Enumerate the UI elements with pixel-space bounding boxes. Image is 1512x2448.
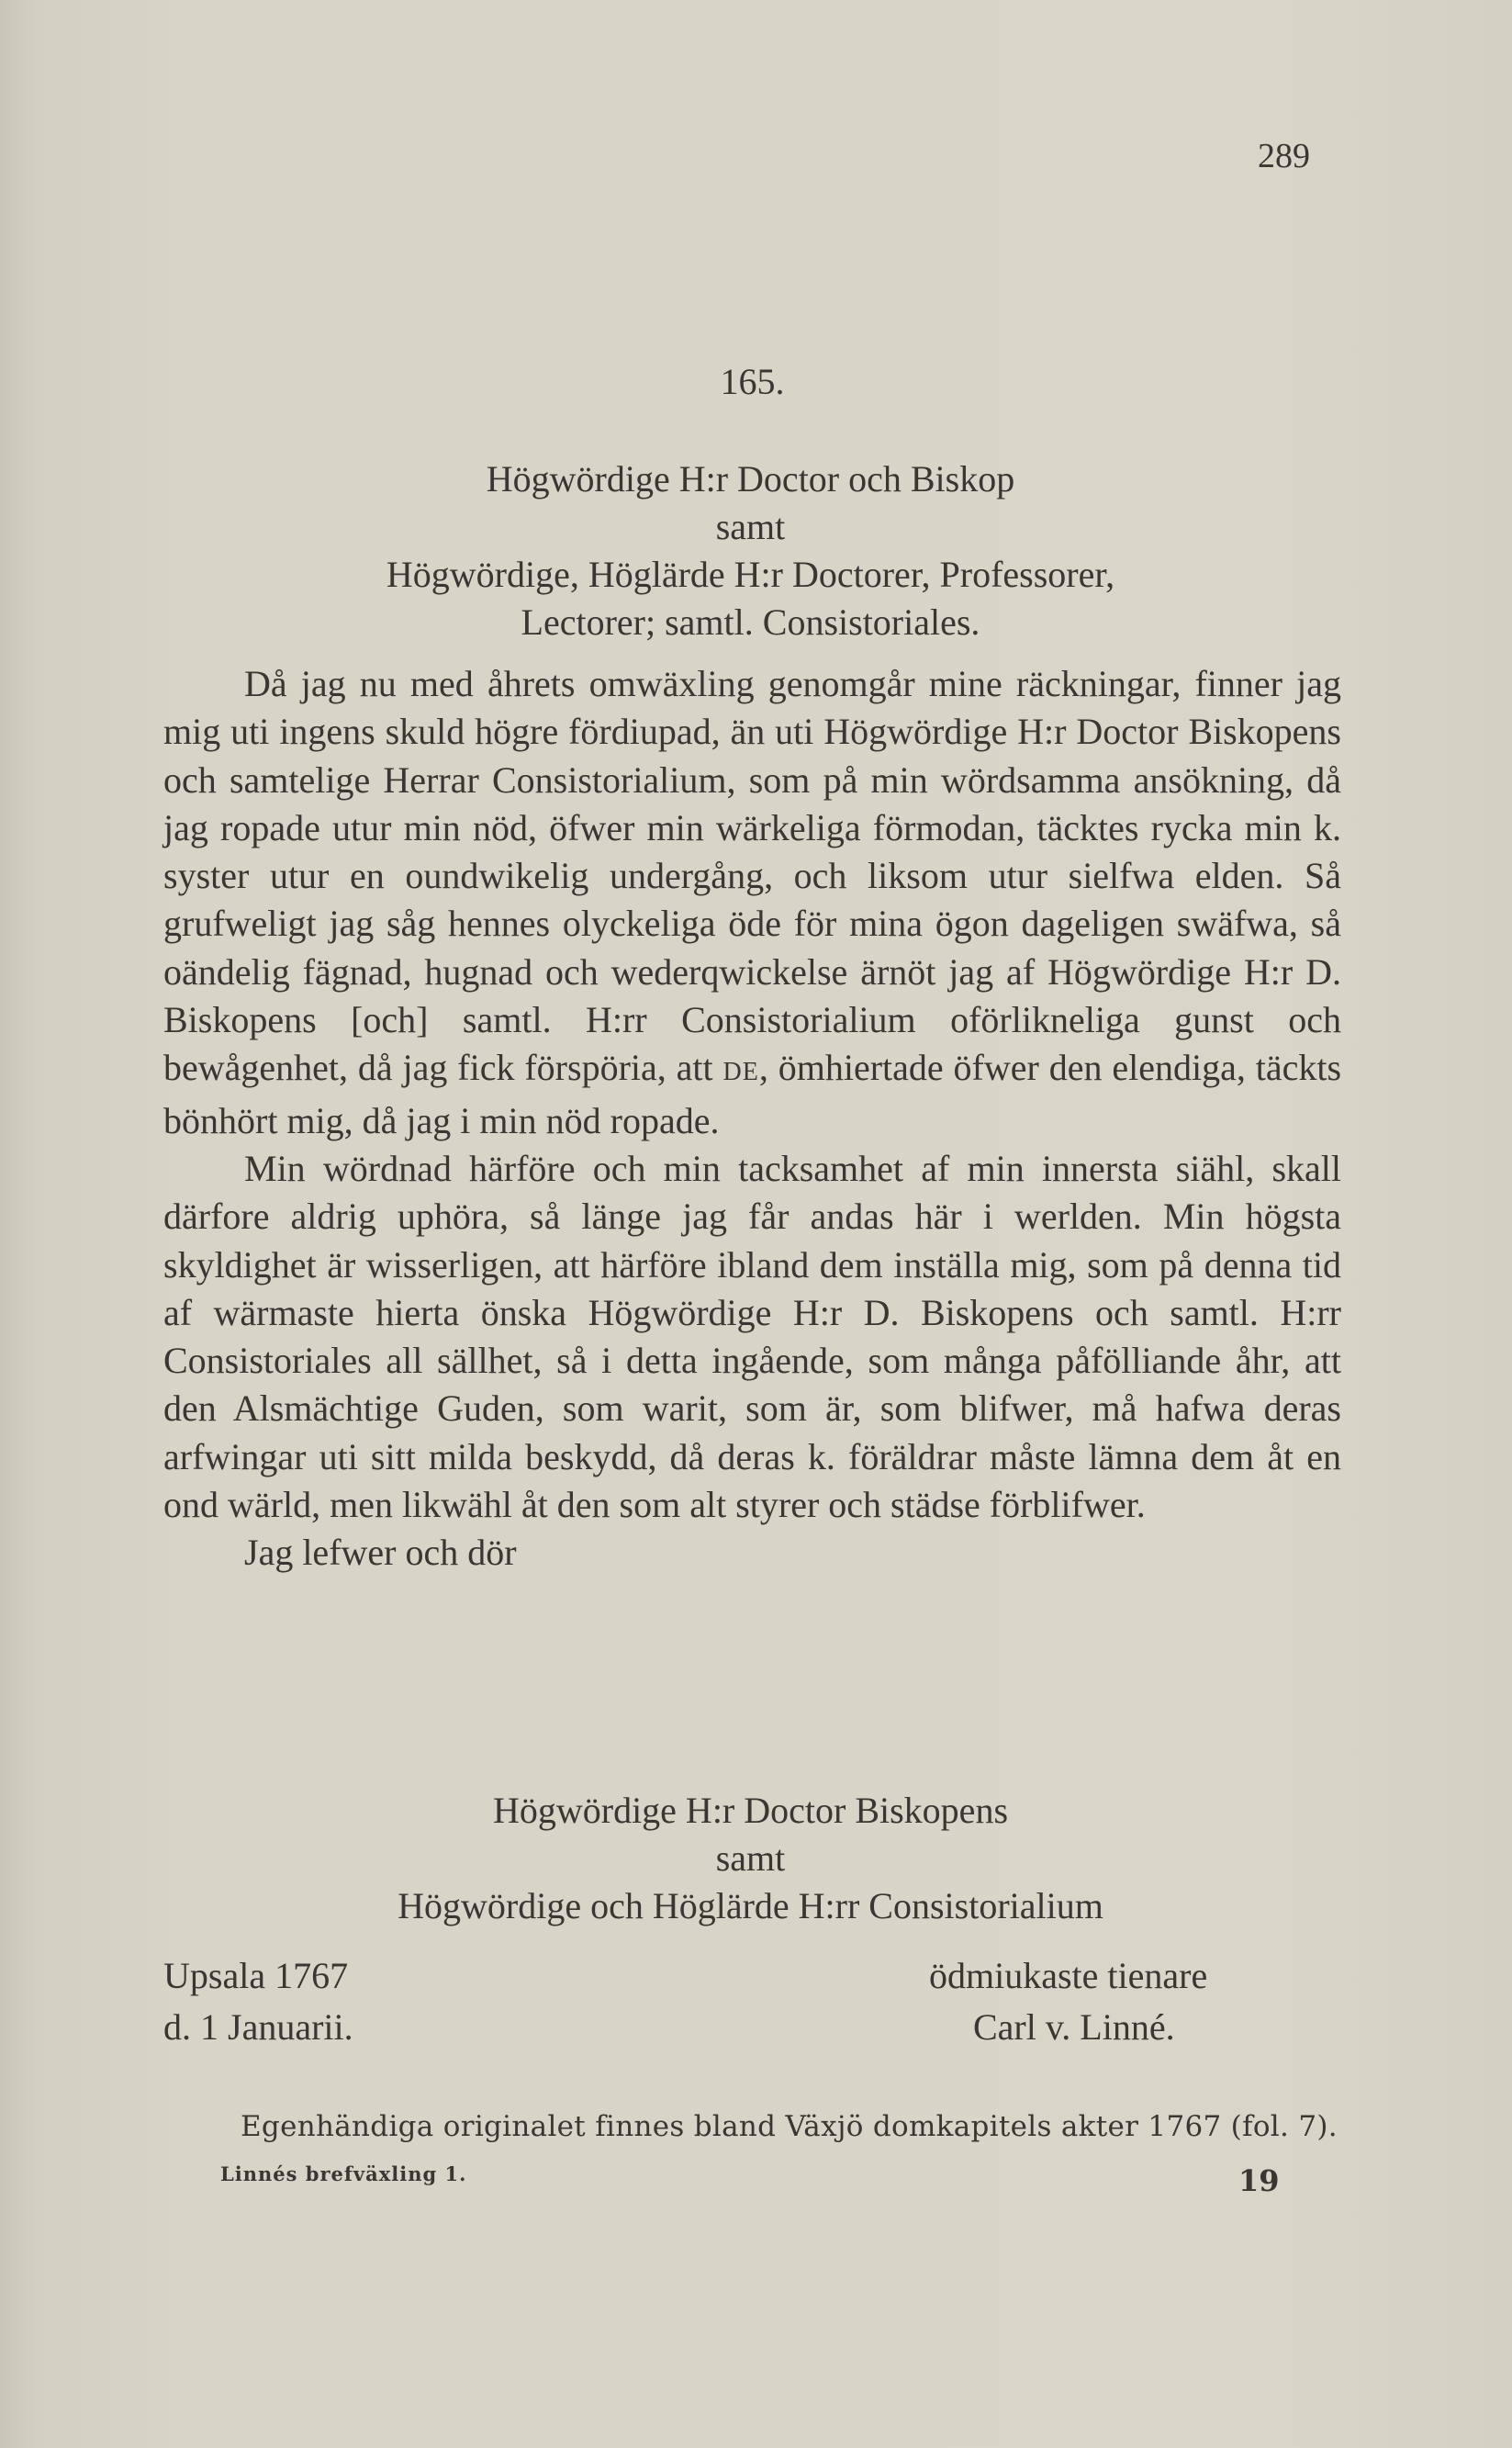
paragraph-text: Då jag nu med åhrets omwäxling genomgår mine räckningar, finner jag mig uti ingens skuld högre fördiupad, än uti Högwördige H:r Doctor Biskopens och samtelige Herrar Consistorialium, som på min wördsamma ansökning, då jag ropade utur min nöd, öfwer min wärkeliga förmodan, täcktes rycka min k. syster utur en oundwikelig undergång, och liksom utur sielfwa elden. Så grufweligt jag såg hennes olyckeliga öde för mina ögon dageligen swäfwa, så oändelig fägnad, hugnad och wederqwickelse ärnöt jag af Högwördige H:r D. Biskopens [och] samtl. H:rr Consistorialium oförlikneliga gunst och bewågenhet, då jag fick förspöria, att bbox=[163, 663, 1341, 1089]
address-line: Lectorer; samtl. Consistoriales. bbox=[521, 601, 980, 643]
small-caps-word: DE bbox=[722, 1058, 759, 1087]
letter-number: 165. bbox=[720, 361, 785, 402]
signature-name: Carl v. Linné. bbox=[973, 2006, 1175, 2048]
address-line: Högwördige, Höglärde H:r Doctorer, Professorer, bbox=[386, 554, 1115, 595]
address-line: Högwördige H:r Doctor Biskopens bbox=[492, 1790, 1009, 1831]
place-line: Upsala 1767 bbox=[163, 1955, 349, 1996]
source-footnote: Egenhändiga originalet finnes bland Växjö domkapitels akter 1767 (fol. 7). bbox=[241, 2110, 1338, 2143]
place-date bbox=[163, 1950, 353, 2053]
address-line: Högwördige H:r Doctor och Biskop bbox=[486, 458, 1015, 500]
body-paragraph bbox=[163, 660, 1341, 1145]
signature-block bbox=[929, 1950, 1207, 2053]
closing-address bbox=[0, 1787, 1512, 1930]
running-footer: Linnés brefväxling 1. bbox=[220, 2162, 467, 2185]
paragraph-text: , ömhiertade öfwer den elendiga, täckts bönhört mig, då jag i min nöd ropade. bbox=[163, 1047, 1342, 1141]
body-paragraph: Jag lefwer och dör bbox=[244, 1532, 517, 1574]
address-line: samt bbox=[715, 1837, 786, 1879]
letter-body bbox=[163, 660, 1341, 1578]
address-line: Högwördige och Höglärde H:rr Consistorialium bbox=[398, 1885, 1103, 1926]
printer-signature-mark: 19 bbox=[1238, 2163, 1280, 2198]
page-number: 289 bbox=[1258, 137, 1310, 175]
body-paragraph: Min wördnad härföre och min tacksamhet af min innersta siähl, skall därfore aldrig uphöra, så länge jag får andas här i werlden. Min högsta skyldighet är wisserligen, att härföre ibland dem inställa mig, som på denna tid af wärmaste hierta önska Högwördige H:r D. Biskopens och samtl. H:rr Consistoriales all sällhet, så i detta ingående, som många påfölliande åhr, att den Alsmächtige Guden, som warit, som är, som blifwer, må hafwa deras arfwingar uti sitt milda beskydd, då deras k. föräldrar måste lämna dem åt en ond wärld, men likwähl åt den som alt styrer och städse förblifwer. bbox=[163, 1147, 1341, 1526]
date-line: d. 1 Januarii. bbox=[163, 2006, 353, 2048]
closing-phrase: ödmiukaste tienare bbox=[929, 1955, 1208, 1996]
address-line: samt bbox=[715, 506, 786, 547]
salutation-address bbox=[0, 455, 1512, 646]
